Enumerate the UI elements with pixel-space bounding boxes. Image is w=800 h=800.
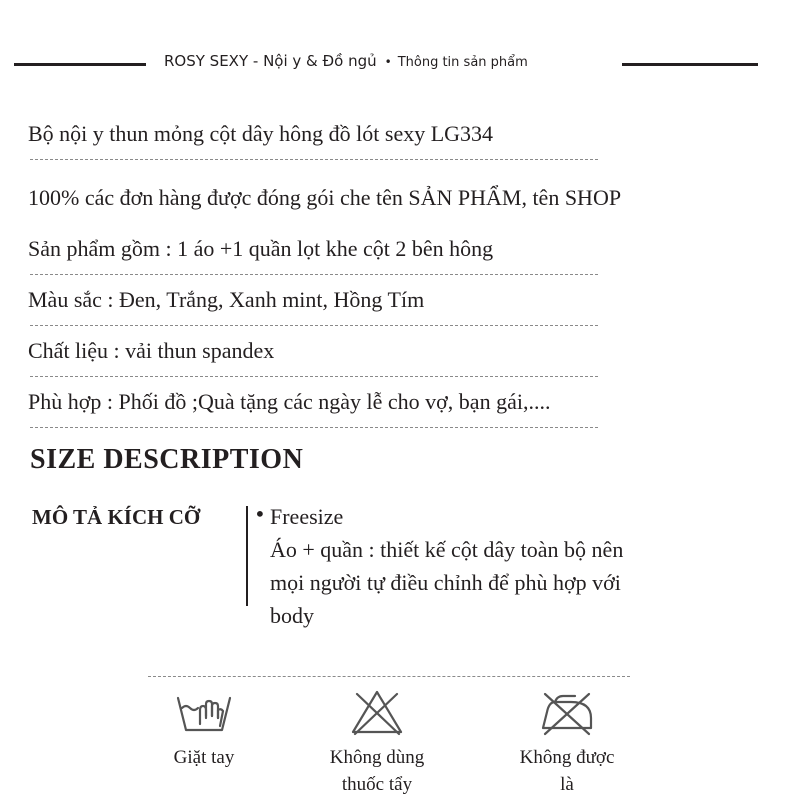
info-text: 100% các đơn hàng được đóng gói che tên SẢN PHẨM, tên SHOP	[28, 185, 622, 210]
info-text: Màu sắc : Đen, Trắng, Xanh mint, Hồng Tím	[28, 287, 425, 312]
info-row-contents	[28, 235, 778, 263]
care-no-iron	[487, 688, 647, 798]
info-row-material	[28, 337, 778, 365]
dashed-divider	[30, 376, 598, 377]
care-label-line: Không được	[519, 747, 615, 768]
size-line: mọi người tự điều chỉnh để phù hợp với	[270, 570, 621, 595]
care-label	[487, 744, 647, 798]
size-description-block	[30, 500, 770, 640]
care-no-bleach	[297, 688, 457, 798]
size-line: body	[270, 603, 314, 628]
dashed-divider	[30, 427, 598, 428]
info-text: Phù hợp : Phối đồ ;Quà tặng các ngày lễ cho vợ, bạn gái,....	[28, 389, 551, 414]
dashed-divider	[30, 325, 598, 326]
header-subtitle: Thông tin sản phẩm	[397, 55, 528, 70]
info-row-suitable	[28, 388, 778, 416]
dashed-divider	[30, 159, 598, 160]
header-rule-right	[622, 63, 758, 66]
info-row-colors	[28, 286, 778, 314]
care-label-line: Giặt tay	[173, 747, 235, 768]
care-label	[124, 744, 284, 771]
bullet-icon: •	[254, 502, 266, 526]
info-text: Bộ nội y thun mỏng cột dây hông đồ lót sexy LG334	[28, 121, 494, 146]
care-dashed-divider	[148, 676, 630, 677]
no-iron-icon	[535, 688, 599, 736]
care-label	[297, 744, 457, 798]
info-text: Chất liệu : vải thun spandex	[28, 338, 275, 363]
care-hand-wash	[124, 688, 284, 771]
size-line: Freesize	[270, 504, 344, 529]
header-rule-left	[14, 63, 146, 66]
care-label-line: Không dùng	[329, 747, 425, 768]
brand-name: ROSY SEXY - Nội y & Đồ ngủ	[164, 52, 377, 70]
size-description-heading: SIZE DESCRIPTION	[30, 444, 304, 475]
header	[0, 46, 800, 82]
size-label: MÔ TẢ KÍCH CỠ	[32, 505, 201, 529]
info-row-product-name	[28, 120, 778, 148]
header-title	[164, 52, 528, 70]
header-separator: •	[384, 55, 392, 69]
size-details	[270, 500, 750, 632]
size-line: Áo + quần : thiết kế cột dây toàn bộ nên	[270, 537, 624, 562]
dashed-divider	[30, 274, 598, 275]
care-label-line: là	[560, 774, 574, 795]
no-bleach-icon	[345, 688, 409, 736]
info-row-packaging	[28, 184, 778, 212]
hand-wash-icon	[172, 688, 236, 736]
info-text: Sản phẩm gồm : 1 áo +1 quần lọt khe cột 2 bên hông	[28, 236, 494, 261]
care-label-line: thuốc tẩy	[341, 774, 413, 795]
size-vertical-divider	[246, 506, 248, 606]
